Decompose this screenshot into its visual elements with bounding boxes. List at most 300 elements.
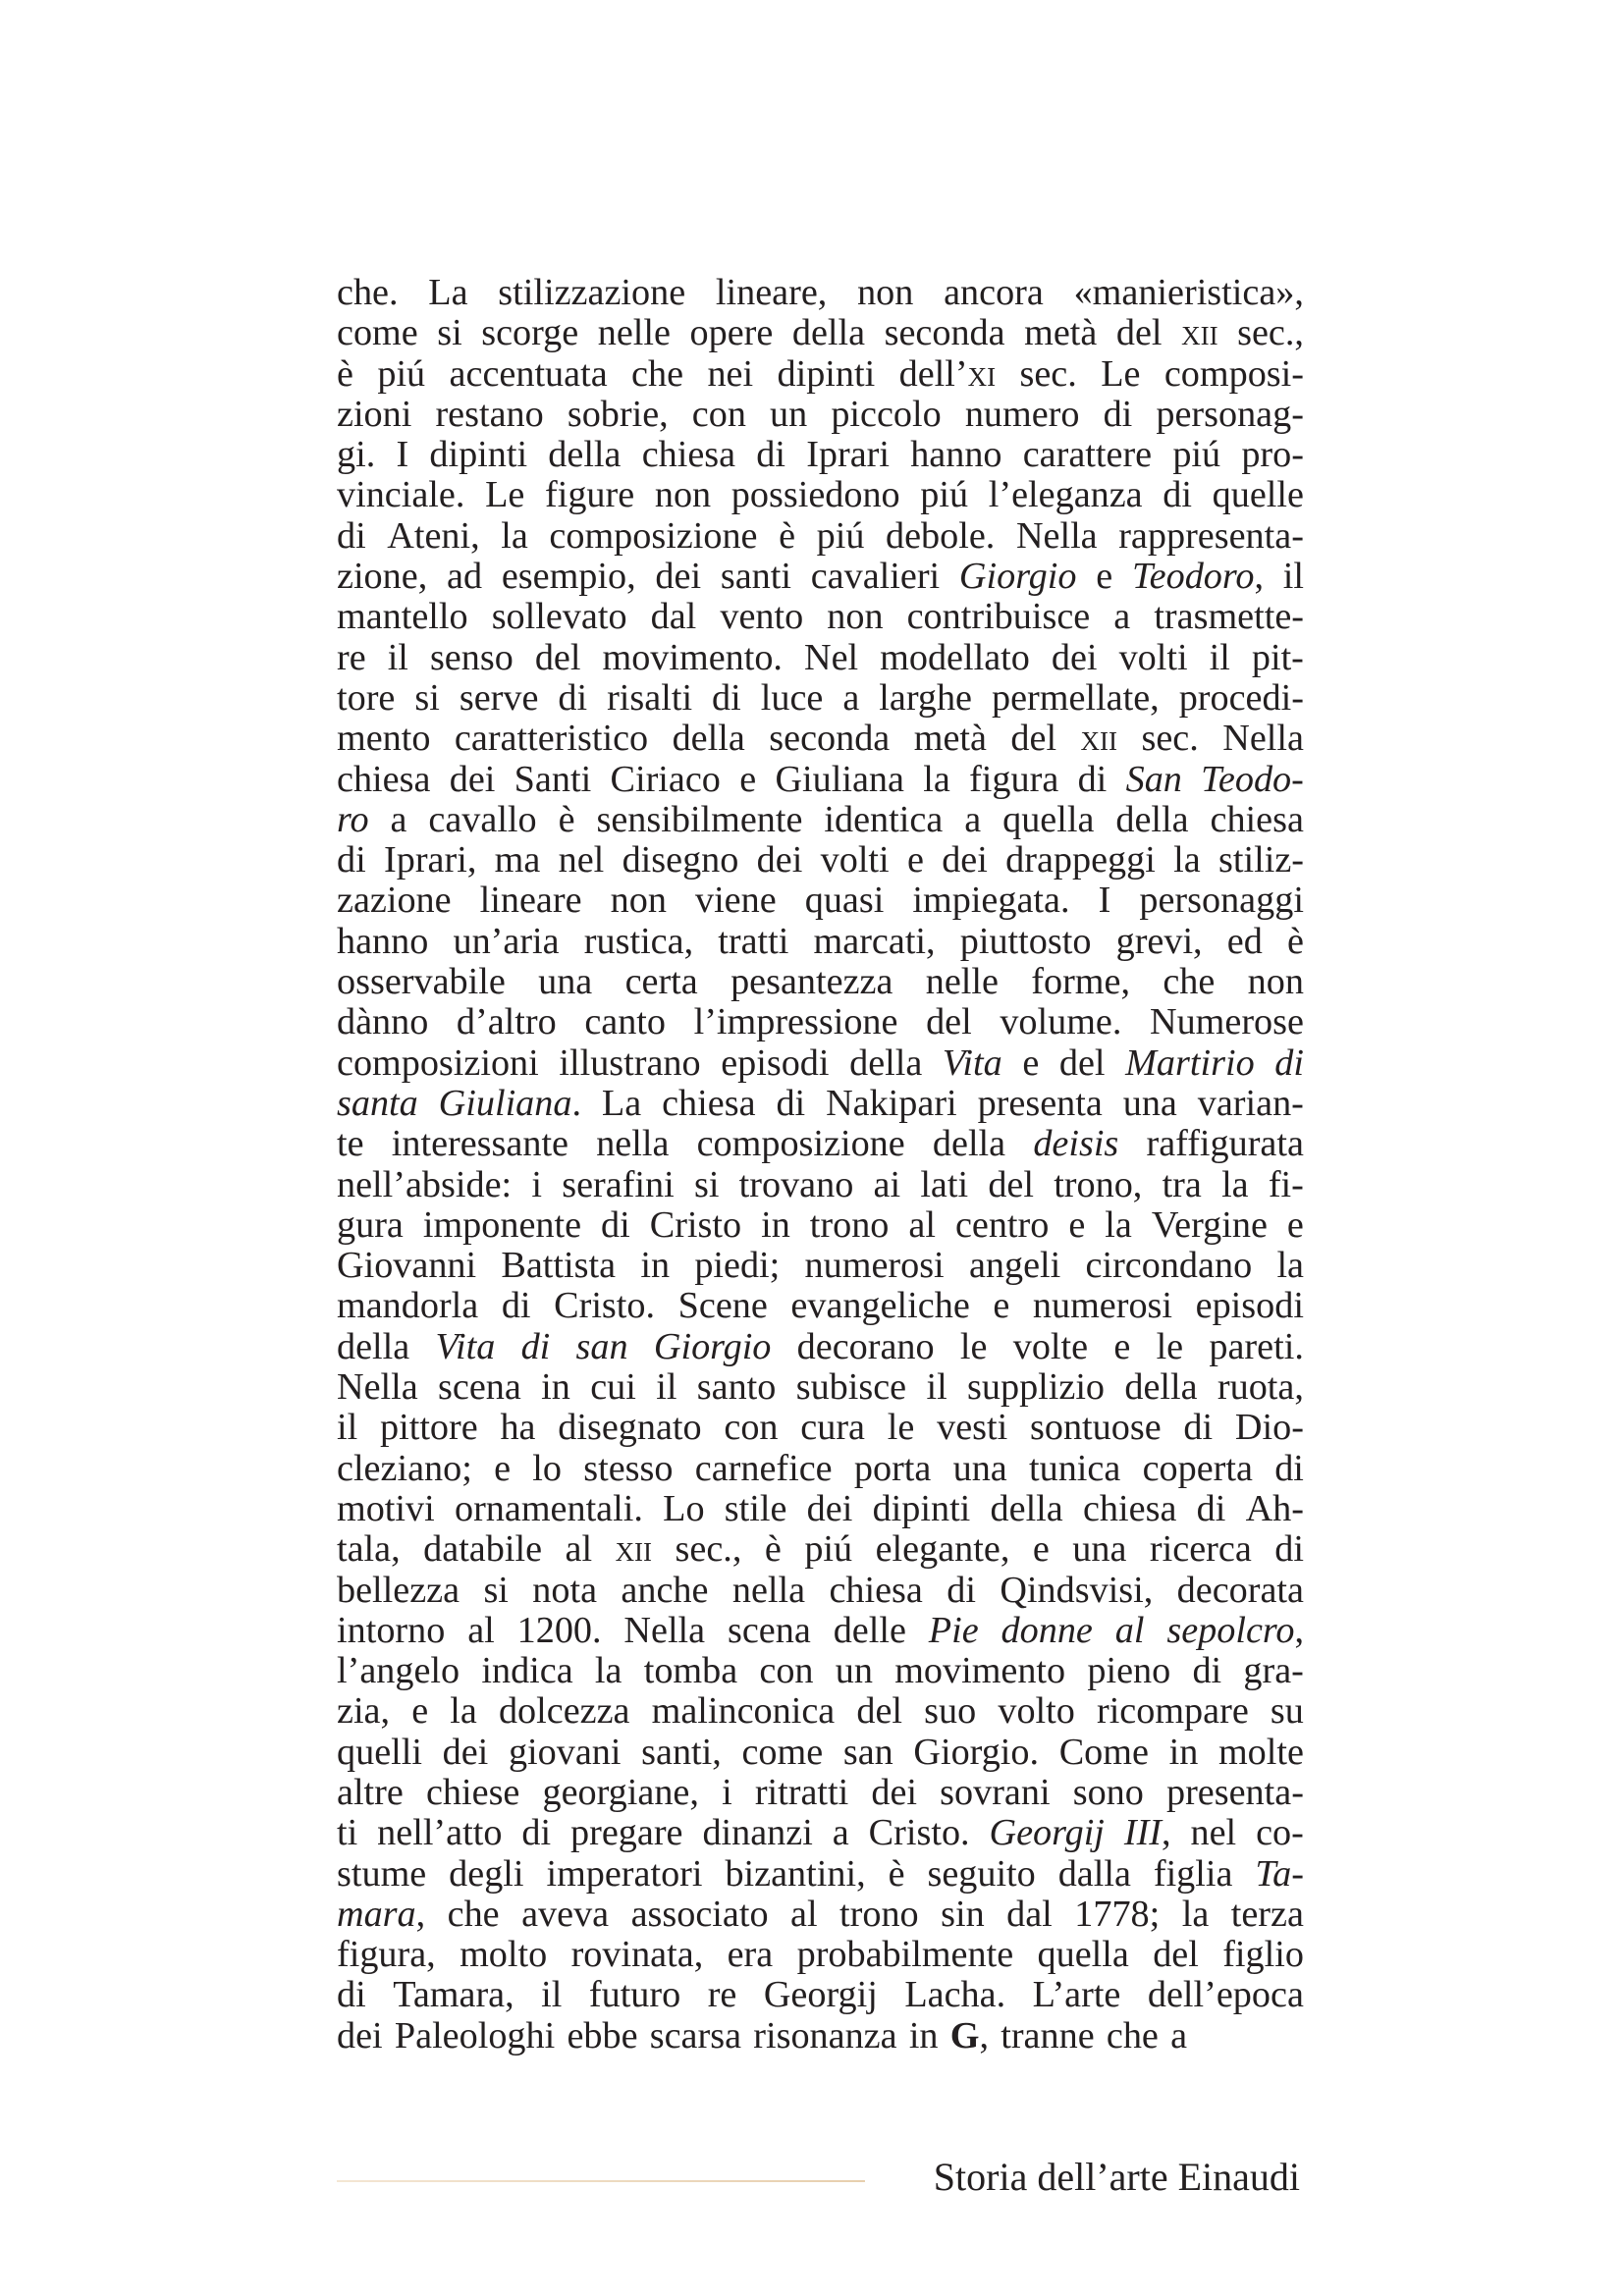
word-text: il: [387, 636, 408, 678]
word: [923, 760, 950, 800]
word: [514, 760, 592, 800]
word: [455, 719, 648, 759]
text-line: [337, 354, 1304, 395]
word-text: stesso: [583, 1447, 674, 1489]
word-text: in: [908, 2014, 939, 2056]
word-text: chiese: [425, 1771, 520, 1813]
word: [712, 678, 741, 719]
word: [718, 922, 788, 962]
word-text: permellate,: [992, 676, 1160, 719]
word-text: scorge: [481, 312, 579, 354]
word: [943, 1043, 1002, 1084]
word-text: di: [712, 676, 741, 719]
word-text: giovani: [508, 1731, 622, 1773]
word-text: Nella: [1015, 514, 1098, 557]
word-text: te: [337, 1123, 364, 1165]
word: [1166, 1773, 1304, 1813]
word-text: una: [538, 961, 593, 1003]
word: [969, 760, 1058, 800]
word-text: non: [1247, 961, 1304, 1003]
word-text: Nella: [1222, 718, 1304, 760]
word: [804, 1529, 852, 1570]
word: [337, 1165, 512, 1205]
word: [598, 313, 671, 353]
word: [1271, 1691, 1304, 1732]
word: [571, 1935, 704, 1975]
word-text: stilizzazione: [498, 272, 686, 313]
word: [694, 1246, 780, 1286]
word: [1083, 1489, 1176, 1529]
word: [807, 1489, 853, 1529]
word-text: zione,: [337, 556, 428, 598]
word: [1169, 1733, 1199, 1773]
word: [584, 922, 693, 962]
word: [501, 1246, 616, 1286]
word: [873, 1489, 971, 1529]
word: [521, 1813, 551, 1853]
word: [1002, 800, 1094, 840]
word: [576, 1327, 628, 1367]
word-text: I: [396, 434, 409, 476]
word: [1030, 1408, 1162, 1448]
word: [1104, 395, 1133, 435]
word-text: non: [610, 880, 667, 922]
word: [690, 313, 774, 353]
word-text: Qindsvisi,: [1000, 1569, 1154, 1611]
word-text: stume: [337, 1852, 427, 1895]
word-text: mantello: [337, 596, 468, 638]
word: [337, 2016, 383, 2056]
word: [797, 1935, 1014, 1975]
word-text: I: [1098, 880, 1111, 922]
word: [1000, 1571, 1153, 1611]
word: [722, 1773, 732, 1813]
word: [337, 1449, 472, 1489]
word-text: di: [1163, 474, 1193, 516]
word-text: e: [494, 1447, 512, 1489]
word: [1059, 1733, 1149, 1773]
word: [377, 354, 425, 395]
word: [937, 1408, 1007, 1448]
text-line: [337, 475, 1304, 515]
text-line: [337, 516, 1304, 557]
word-text: pro-: [1241, 434, 1304, 476]
word-text: episodi: [721, 1041, 830, 1084]
word: [1116, 922, 1203, 962]
word-text: Nel: [804, 636, 859, 678]
word: [644, 1651, 737, 1691]
word-text: piú: [377, 352, 426, 395]
word: [590, 1367, 636, 1408]
word: [545, 475, 634, 515]
word: [541, 1975, 562, 2015]
word: [438, 1367, 521, 1408]
word: [337, 1408, 357, 1448]
text-line: [337, 1449, 1304, 1489]
word-text: terza: [1230, 1893, 1304, 1935]
word: [806, 435, 890, 475]
word: [739, 760, 756, 800]
word: [548, 435, 621, 475]
word-text: si: [437, 312, 462, 354]
word-text: il: [541, 1974, 563, 2016]
word-text: dolcezza: [498, 1690, 630, 1733]
word-text: trovano: [738, 1163, 854, 1205]
word: [1087, 1651, 1170, 1691]
word: [1115, 800, 1188, 840]
word: [1163, 1165, 1202, 1205]
word: [871, 1773, 917, 1813]
word-text: sec.,: [1237, 312, 1304, 354]
word-text: ruota,: [1217, 1366, 1304, 1409]
word: [894, 1651, 1065, 1691]
word-text: del: [1010, 718, 1057, 760]
word: [800, 1408, 865, 1448]
word-text: debole.: [886, 514, 996, 557]
word: [673, 719, 745, 759]
word-text: nell’abside:: [337, 1163, 513, 1205]
word: [492, 597, 627, 637]
word-text: sec.: [1141, 718, 1199, 760]
word-text: un: [835, 1650, 873, 1692]
text-line: [337, 719, 1304, 759]
word: [854, 1449, 931, 1489]
word: [959, 557, 1077, 597]
word-text: e: [739, 758, 757, 800]
word-text: chiesa: [1082, 1487, 1177, 1529]
word-text: dei: [806, 1487, 853, 1529]
word-text: la: [1276, 1245, 1304, 1287]
word-text: seconda: [769, 718, 891, 760]
word-text: e: [1032, 1528, 1050, 1571]
word: [1124, 1813, 1171, 1853]
word: [428, 273, 467, 313]
word: [558, 678, 587, 719]
word: [337, 1084, 418, 1124]
word: [388, 638, 408, 678]
word: [337, 1773, 404, 1813]
word: [1116, 313, 1163, 353]
word-text: i: [531, 1163, 542, 1205]
word: [885, 313, 1005, 353]
word-text: trasmette-: [1154, 596, 1304, 638]
word-text: e: [993, 1285, 1010, 1327]
word: [1201, 760, 1304, 800]
word: [396, 435, 408, 475]
word-text: della: [548, 434, 622, 476]
word-text: ricerca: [1149, 1528, 1252, 1571]
word: [337, 719, 430, 759]
word-text: non: [654, 474, 712, 516]
text-line: [337, 1205, 1304, 1246]
word-part: dell’: [898, 352, 968, 395]
word: [904, 1975, 1005, 2015]
word: [337, 1205, 404, 1246]
word: [725, 1854, 865, 1895]
word: [843, 1733, 893, 1773]
word: [337, 1124, 364, 1164]
word: [770, 395, 807, 435]
word: [913, 1733, 1039, 1773]
word-text: non: [827, 596, 884, 638]
word: [805, 1246, 945, 1286]
word-text: una: [1072, 1528, 1127, 1571]
word: [1139, 881, 1304, 921]
word: [1033, 1529, 1050, 1570]
word-text: donne: [1001, 1609, 1093, 1651]
word-text: era: [727, 1934, 774, 1976]
word: [602, 638, 783, 678]
word: [908, 1205, 936, 1246]
word: [1177, 1571, 1304, 1611]
word-text: di: [601, 1203, 630, 1246]
word: [1172, 435, 1220, 475]
word-text: un’aria: [453, 920, 560, 962]
word-text: sobrie,: [567, 393, 669, 435]
word-text: Georgij: [989, 1812, 1105, 1854]
word-text: 1778;: [1074, 1893, 1161, 1935]
word: [1173, 840, 1201, 881]
word-text: ai: [873, 1163, 901, 1205]
word: [827, 597, 883, 637]
word: [856, 1691, 902, 1732]
word-text: in: [640, 1245, 671, 1287]
word-text: L’arte: [1032, 1974, 1121, 2016]
word-text: gura: [337, 1203, 404, 1246]
word-text: malinconica: [651, 1690, 836, 1733]
word-text: Giovanni: [337, 1245, 477, 1287]
text-line: [337, 435, 1304, 475]
word-text: sin: [941, 1893, 985, 1935]
word-text: possiedono: [730, 474, 900, 516]
word-text: Nakipari: [826, 1082, 957, 1124]
word: [337, 1813, 357, 1853]
word: [1255, 1854, 1304, 1895]
word: [776, 1084, 805, 1124]
word-text: è: [558, 798, 575, 840]
word-text: chiesa: [829, 1569, 923, 1611]
word: [423, 1205, 581, 1246]
word-text: stile: [724, 1487, 787, 1529]
word-text: senso: [429, 636, 514, 678]
word: [678, 1286, 768, 1326]
word-text: Vergine: [1151, 1203, 1268, 1246]
word: [944, 273, 1044, 313]
text-line: [337, 760, 1304, 800]
word-text: la: [450, 1690, 477, 1733]
text-line: [337, 1286, 1304, 1326]
word: [1243, 1651, 1303, 1691]
word: [1287, 1205, 1304, 1246]
word-text: tomba: [643, 1650, 738, 1692]
word-text: il: [1209, 636, 1230, 678]
word-text: Ateni,: [387, 514, 480, 557]
word: [1033, 1286, 1172, 1326]
word: [601, 1205, 630, 1246]
word: [531, 1165, 542, 1205]
word: [978, 1084, 1103, 1124]
word: [831, 395, 941, 435]
word: [909, 2016, 939, 2056]
word: [821, 840, 890, 881]
word-text: vento: [720, 596, 804, 638]
word: [535, 638, 581, 678]
word: [1132, 557, 1264, 597]
word-text: disegno: [622, 839, 739, 881]
word: [1181, 313, 1217, 353]
word-text: della: [791, 312, 866, 354]
word-text: quella: [1037, 1934, 1129, 1976]
word: [558, 1408, 701, 1448]
word-text: è: [764, 1528, 782, 1571]
word: [500, 1408, 535, 1448]
word: [559, 800, 575, 840]
word: [1198, 1084, 1304, 1124]
word-text: e: [1022, 1041, 1040, 1084]
word-text: di: [1192, 1650, 1222, 1692]
word: [448, 1895, 500, 1935]
word: [1287, 922, 1304, 962]
word: [1068, 1205, 1085, 1246]
word-text: hanno: [337, 920, 429, 962]
word: [429, 435, 527, 475]
word: [392, 1124, 568, 1164]
word: [920, 1165, 968, 1205]
word-text: caratteristico: [454, 718, 649, 760]
word-text: tra: [1162, 1163, 1202, 1205]
word-text: di: [1274, 1447, 1304, 1489]
word: [1010, 719, 1056, 759]
word: [910, 435, 1001, 475]
word: [707, 354, 753, 395]
text-line: [337, 2016, 1304, 2056]
word: [640, 1246, 670, 1286]
word: [337, 1935, 436, 1975]
word: [1024, 313, 1097, 353]
word-text: G: [949, 2014, 980, 2056]
word-text: composizione: [696, 1123, 905, 1165]
word-text: Georgij: [763, 1974, 878, 2016]
word: [732, 1571, 805, 1611]
word-text: chiesa: [641, 434, 736, 476]
word: [546, 1854, 702, 1895]
word: [775, 760, 904, 800]
word-text: cavalieri: [810, 556, 941, 598]
word-text: nei: [707, 352, 754, 395]
word: [826, 1084, 957, 1124]
word: [1031, 962, 1130, 1002]
word: [652, 1691, 836, 1732]
word-text: sontuose: [1030, 1407, 1162, 1449]
word-text: dei: [337, 2014, 383, 2056]
word-text: rappresenta-: [1118, 514, 1304, 557]
word-text: risonanza: [753, 2014, 897, 2056]
word: [443, 1733, 489, 1773]
text-line: [337, 1854, 1304, 1895]
word: [1274, 1449, 1304, 1489]
word: [654, 1327, 772, 1367]
word: [480, 881, 582, 921]
word-text: al: [565, 1528, 593, 1571]
word-text: re: [707, 1974, 737, 2016]
word: [777, 354, 875, 395]
word: [1099, 881, 1111, 921]
word: [810, 1205, 890, 1246]
word-text: il: [1282, 556, 1304, 598]
word: [695, 1449, 833, 1489]
word-text: chiesa: [1210, 798, 1304, 840]
word-text: coperta: [1142, 1447, 1253, 1489]
word-text: a: [1113, 596, 1131, 638]
word-text: dal: [1006, 1893, 1053, 1935]
word-text: quella: [1002, 798, 1095, 840]
word: [655, 475, 711, 515]
word-text: scena: [728, 1609, 811, 1651]
word-text: stiliz-: [1218, 839, 1304, 881]
word: [796, 1367, 906, 1408]
word-text: zia,: [337, 1690, 391, 1733]
word-text: personag-: [1156, 393, 1304, 435]
word: [481, 313, 578, 353]
word: [1022, 1043, 1039, 1084]
word: [907, 597, 1091, 637]
word: [494, 1449, 511, 1489]
text-line: [337, 881, 1304, 921]
word: [899, 354, 996, 395]
word-text: hanno: [910, 434, 1002, 476]
word: [596, 800, 802, 840]
word-text: grevi,: [1115, 920, 1203, 962]
word-text: dei: [942, 839, 988, 881]
word: [337, 881, 452, 921]
word: [502, 1286, 531, 1326]
word: [912, 881, 1069, 921]
word: [926, 1367, 947, 1408]
word-text: Giuliana: [775, 758, 904, 800]
word: [495, 840, 541, 881]
word: [1147, 1124, 1304, 1164]
word-text: piedi;: [694, 1245, 781, 1287]
word-text: la: [1221, 1163, 1249, 1205]
word-text: del: [1153, 1934, 1199, 1976]
word-text: del: [534, 636, 581, 678]
word-text: episodi: [1195, 1285, 1304, 1327]
word-text: probabilmente: [796, 1934, 1014, 1976]
word: [602, 1084, 641, 1124]
word-text: zioni: [337, 393, 412, 435]
word-text: e: [1068, 1203, 1086, 1246]
word: [568, 395, 669, 435]
word-text: sono: [1072, 1771, 1144, 1813]
word-text: ad: [447, 556, 483, 598]
word-text: futuro: [588, 1974, 681, 2016]
word: [641, 1733, 722, 1773]
word-text: ricompare: [1096, 1690, 1249, 1733]
word: [426, 1773, 519, 1813]
word: [814, 922, 936, 962]
word: [543, 1773, 699, 1813]
word: [435, 395, 543, 435]
word-text: Ah-: [1245, 1487, 1304, 1529]
footer-divider: [337, 2180, 865, 2182]
word-text: suo: [924, 1690, 977, 1733]
word-text: a: [390, 798, 407, 840]
word-text: scena: [438, 1366, 521, 1409]
word-text: indica: [481, 1650, 573, 1692]
text-line: [337, 1367, 1304, 1408]
word-text: piccolo: [831, 393, 942, 435]
word: [805, 881, 885, 921]
